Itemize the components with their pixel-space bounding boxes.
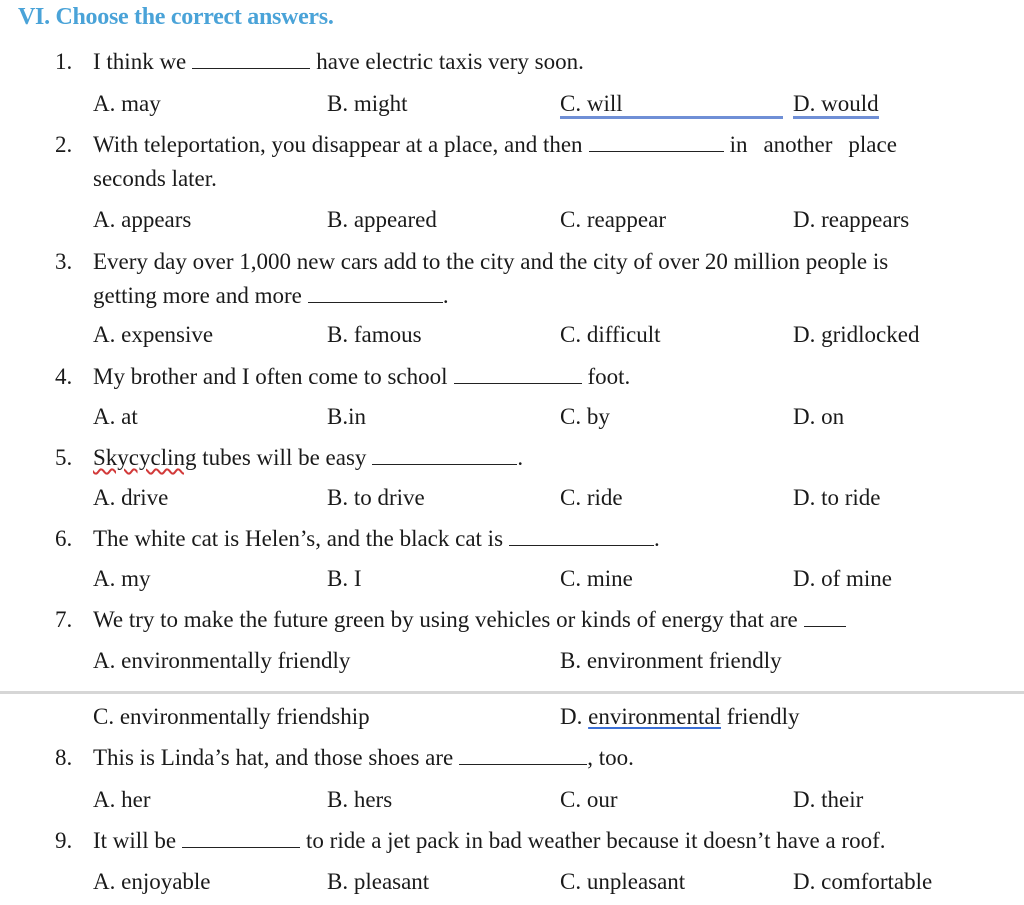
option-a: A. her: [93, 787, 151, 812]
question-3-line2: [93, 279, 449, 313]
question-number: 1.: [55, 49, 73, 74]
option-c: C. mine: [560, 566, 633, 591]
question-8: [55, 741, 634, 775]
answer-blank: [589, 131, 724, 152]
question-number: 7.: [55, 607, 73, 632]
option-d: D. gridlocked: [793, 322, 920, 347]
option-d: [560, 700, 800, 734]
option-d-text: D. would: [793, 91, 879, 119]
question-text-pre: This is Linda’s hat, and those shoes are: [93, 745, 454, 770]
question-text-pre: I think we: [93, 49, 187, 74]
question-6: [55, 522, 660, 556]
question-text-pre: With teleportation, you disappear at a place, and then: [93, 132, 583, 157]
option-b: B. hers: [327, 787, 393, 812]
question-2: [55, 128, 897, 162]
answer-blank: [509, 525, 654, 546]
option-c: C. ride: [560, 485, 623, 510]
question-text-pre: My brother and I often come to school: [93, 364, 448, 389]
option-b: B. I: [327, 566, 362, 591]
option-a: A. at: [93, 404, 138, 429]
option-a: A. my: [93, 566, 151, 591]
question-text-post: to ride a jet pack in bad weather because it doesn’t have a roof.: [306, 828, 886, 853]
option-d: D. reappears: [793, 207, 910, 232]
answer-blank: [372, 444, 517, 465]
misspelled-word: Skycycling: [93, 445, 197, 470]
option-d: D. on: [793, 404, 845, 429]
question-text-post: , too.: [587, 745, 634, 770]
question-7: [55, 603, 852, 637]
option-c: C. reappear: [560, 207, 666, 232]
option-a: A. environmentally friendly: [93, 648, 351, 673]
underlined-word: environmental: [588, 704, 721, 729]
option-d: D. of mine: [793, 566, 893, 591]
question-2-line2: seconds later.: [93, 166, 217, 191]
page-divider: [0, 691, 1024, 694]
question-word: in: [729, 132, 748, 157]
question-text-post: have electric taxis very soon.: [316, 49, 584, 74]
option-d-prefix: D.: [560, 704, 583, 729]
question-text-pre: It will be: [93, 828, 177, 853]
question-number: 3.: [55, 249, 73, 274]
question-number: 5.: [55, 445, 73, 470]
question-text-pre: tubes will be easy: [202, 445, 367, 470]
option-c: C. our: [560, 787, 618, 812]
question-number: 8.: [55, 745, 73, 770]
answer-blank: [192, 48, 310, 69]
exercise-heading: VI. Choose the correct answers.: [18, 4, 334, 30]
option-a: A. drive: [93, 485, 169, 510]
answer-blank: [454, 363, 582, 384]
question-1: [55, 45, 584, 79]
option-b: B. to drive: [327, 485, 425, 510]
question-text-pre: We try to make the future green by using vehicles or kinds of energy that are: [93, 607, 798, 632]
question-4: [55, 360, 630, 394]
option-b: B.in: [327, 404, 366, 429]
option-d: [793, 87, 879, 121]
question-text-pre: getting more and more: [93, 283, 302, 308]
question-5: [55, 441, 523, 475]
option-b: B. pleasant: [327, 869, 430, 894]
answer-blank: [182, 827, 300, 848]
question-text-pre: The white cat is Helen’s, and the black cat is: [93, 526, 504, 551]
option-a: A. expensive: [93, 322, 214, 347]
question-number: 4.: [55, 364, 73, 389]
option-b: B. might: [327, 91, 408, 116]
question-number: 9.: [55, 828, 73, 853]
question-text-post: .: [442, 283, 449, 308]
option-b: B. appeared: [327, 207, 437, 232]
answer-blank: [804, 606, 846, 627]
option-d: D. their: [793, 787, 864, 812]
option-d: D. to ride: [793, 485, 881, 510]
question-number: 2.: [55, 132, 73, 157]
option-c: C. unpleasant: [560, 869, 686, 894]
question-text-post: foot.: [587, 364, 631, 389]
option-a: A. appears: [93, 207, 192, 232]
option-c: C. difficult: [560, 322, 661, 347]
option-c: C. by: [560, 404, 610, 429]
option-c-text: C. will: [560, 91, 783, 119]
option-c: [560, 87, 783, 121]
option-b: B. environment friendly: [560, 648, 782, 673]
question-text-post: .: [517, 445, 524, 470]
question-9: [55, 824, 886, 858]
question-text-post: .: [654, 526, 660, 551]
question-word: another: [763, 132, 833, 157]
question-number: 6.: [55, 526, 73, 551]
answer-blank: [459, 744, 587, 765]
option-d-suffix: friendly: [726, 704, 800, 729]
question-word: place: [848, 132, 897, 157]
option-d: D. comfortable: [793, 869, 933, 894]
answer-blank: [308, 282, 443, 303]
question-text: Every day over 1,000 new cars add to the city and the city of over 20 million people is: [93, 249, 889, 274]
option-a: A. enjoyable: [93, 869, 211, 894]
question-3: [55, 245, 888, 279]
option-a: A. may: [93, 91, 161, 116]
option-b: B. famous: [327, 322, 422, 347]
option-c: C. environmentally friendship: [93, 704, 370, 729]
